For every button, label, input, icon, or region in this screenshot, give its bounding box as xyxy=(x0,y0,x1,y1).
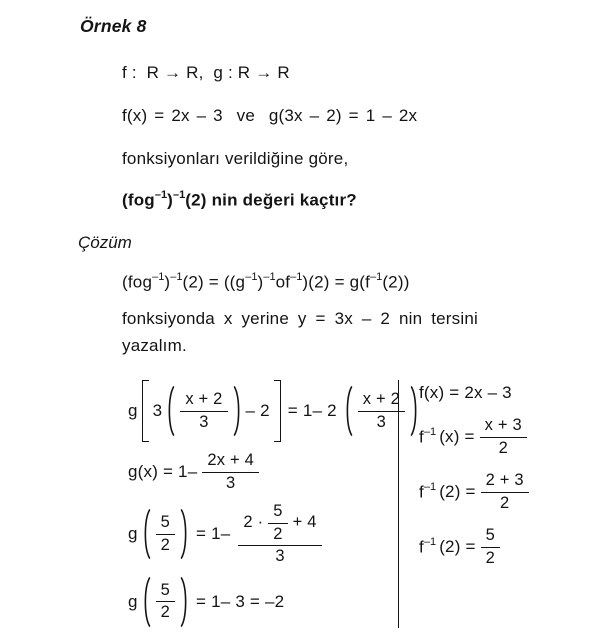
left-bracket-icon xyxy=(142,380,149,442)
question-line: $(fog^{-1})^{-1}(2)$ nin değeri kaçtır? xyxy=(122,189,357,210)
right-paren-icon xyxy=(233,385,243,437)
right-paren-icon xyxy=(180,508,190,560)
inverse-exponent: –1 xyxy=(245,270,258,283)
inverse-exponent: –1 xyxy=(173,189,186,201)
left-paren-icon xyxy=(141,576,151,628)
aside-column xyxy=(399,380,531,568)
inverse-exponent: –1 xyxy=(154,189,168,201)
fraction: $\frac{5}{2}$ xyxy=(156,513,175,555)
work-column xyxy=(128,380,400,627)
function-symbol: $f^{-1}$ xyxy=(419,535,437,557)
function-symbol: $f^{-1}$ xyxy=(419,480,437,502)
inverse-exponent: –1 xyxy=(423,425,437,438)
nested-fraction: $\frac{5}{2}$ xyxy=(268,502,287,544)
solution-label: Çözüm xyxy=(78,232,132,252)
equation-g-evaluated: g $\frac{5}{2}$ = 1– 2 · $\frac{5}{2}$ + 4 3 xyxy=(128,502,324,566)
equation-g-of-x: g(x) = 1– $\frac{2x + 4}{3}$ xyxy=(128,451,261,493)
inverse-exponent: –1 xyxy=(290,270,303,283)
aside-f-inverse-at-2: $f^{-1}$ (2) = $\frac{2 + 3}{2}$ xyxy=(419,471,531,513)
inverse-exponent: –1 xyxy=(152,270,165,283)
explanation-line-1: fonksiyonda x yerine y = 3x – 2 nin tersini xyxy=(122,309,478,329)
function-symbol: $f^{-1}$ xyxy=(419,425,437,447)
function-definitions-line: f(x) = 2x – 3 ve g(3x – 2) = 1 – 2x xyxy=(122,106,418,125)
aside-f-definition: f(x) = 2x – 3 xyxy=(419,383,512,403)
question-text: (fog xyxy=(122,190,155,210)
right-paren-icon xyxy=(180,576,190,628)
equation-result: g $\frac{5}{2}$ = 1– 3 = –2 xyxy=(128,576,287,628)
complex-fraction: 2 · $\frac{5}{2}$ + 4 3 xyxy=(238,502,321,566)
fraction: $\frac{x + 3}{2}$ xyxy=(480,416,527,458)
fraction: $\frac{5}{2}$ xyxy=(481,526,500,568)
right-bracket-icon xyxy=(274,380,281,442)
fraction: $\frac{x + 2}{3}$ xyxy=(358,390,405,432)
equation-substitution: g 3 $\frac{x + 2}{3}$ – 2 = 1– 2 $\frac{x + 2}{3}$ xyxy=(128,380,420,442)
inverse-exponent: –1 xyxy=(423,480,437,493)
function-domains-line: f : R → R, g : R → R xyxy=(122,63,290,82)
fraction: $\frac{x + 2}{3}$ xyxy=(180,390,227,432)
function-symbol: g xyxy=(128,524,138,544)
function-symbol: g xyxy=(128,401,138,421)
example-title: Örnek 8 xyxy=(80,16,147,36)
inverse-exponent: –1 xyxy=(370,270,383,283)
inverse-exponent: –1 xyxy=(263,270,276,283)
fraction: $\frac{2x + 4}{3}$ xyxy=(202,451,259,493)
complex-numerator: 2 · $\frac{5}{2}$ + 4 xyxy=(238,502,321,546)
inverse-exponent: –1 xyxy=(423,535,437,548)
left-paren-icon xyxy=(141,508,151,560)
fraction: $\frac{2 + 3}{2}$ xyxy=(481,471,529,513)
aside-f-inverse: $f^{-1}$ (x) = $\frac{x + 3}{2}$ xyxy=(419,416,529,458)
worked-math-area xyxy=(128,380,613,627)
given-text-line: fonksiyonları verildiğine göre, xyxy=(122,149,349,168)
fraction: $\frac{5}{2}$ xyxy=(156,581,175,623)
inverse-exponent: –1 xyxy=(170,270,183,283)
aside-f-inverse-value: $f^{-1}$ (2) = $\frac{5}{2}$ xyxy=(419,526,502,568)
explanation-line-2: yazalım. xyxy=(122,336,187,356)
left-paren-icon xyxy=(343,385,353,437)
left-paren-icon xyxy=(165,385,175,437)
function-symbol: g xyxy=(128,591,138,611)
identity-equation-line: $(fog^{-1})^{-1}(2) = ((g^{-1})^{-1}of^{-1})(2) = g(f^{-1}(2))$ xyxy=(122,270,410,292)
